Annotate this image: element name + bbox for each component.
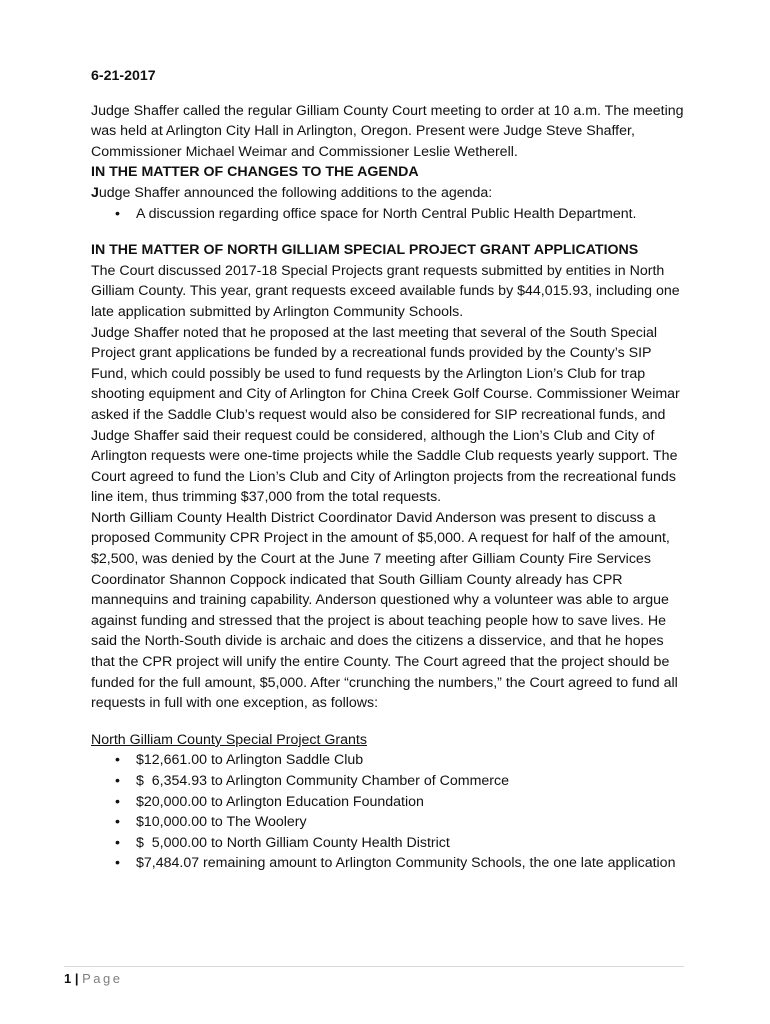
grants-list xyxy=(91,750,691,874)
document-page xyxy=(91,66,691,874)
page-label: Page xyxy=(82,971,123,986)
bullet-icon: • xyxy=(115,855,120,872)
bullet-icon: • xyxy=(115,834,120,851)
page-footer xyxy=(64,966,684,989)
agenda-list xyxy=(91,204,691,225)
grant-list-item: • $10,000.00 to The Woolery xyxy=(115,812,691,833)
agenda-list-item: • A discussion regarding office space for North Central Public Health Department. xyxy=(115,204,691,225)
grants-paragraph-1: The Court discussed 2017-18 Special Projects grant requests submitted by entities in North Gilliam County. This year, grant requests exceed available funds by $44,015.93, including one late application submitted by Arlington Community Schools. xyxy=(91,262,680,320)
grants-paragraph-2: Judge Shaffer noted that he proposed at the last meeting that several of the South Special Project grant applications be funded by a recreational funds provided by the County’s SIP Fund, which could possibly be used to fund requests by the Arlington Lion’s Club for trap shooting equipment and City of Arlington for China Creek Golf Course. Commissioner Weimar asked if the Saddle Club’s request would also be considered for SIP recreational funds, and Judge Shaffer said their request could be considered, although the Lion’s Club and City of Arlington requests were one-time projects while the Saddle Club requests yearly support. The Court agreed to fund the Lion’s Club and City of Arlington projects from the recreational funds line item, thus trimming $37,000 from the total requests. xyxy=(91,324,680,506)
agenda-intro-text: udge Shaffer announced the following additions to the agenda: xyxy=(98,184,493,201)
grants-paragraph-3: North Gilliam County Health District Coordinator David Anderson was present to discuss a proposed Community CPR Project in the amount of $5,000. A request for half of the amount, $2,500, was denied by the Court at the June 7 meeting after Gilliam County Fire Services Coordinator Shannon Coppock indicated that South Gilliam County already has CPR mannequins and training capability. Anderson questioned why a volunteer was able to argue against funding and stressed that the project is about teaching people how to save lives. He said the North-South divide is archaic and does the citizens a disservice, and that he hopes that the CPR project will unify the entire County. The Court agreed that the project should be funded for the full amount, $5,000. After “crunching the numbers,” the Court agreed to fund all requests in full with one exception, as follows: xyxy=(91,509,678,712)
agenda-intro xyxy=(91,183,691,204)
intro-paragraph: Judge Shaffer called the regular Gilliam County Court meeting to order at 10 a.m. The meeting was held at Arlington City Hall in Arlington, Oregon. Present were Judge Steve Shaffer, Commissioner Michael Weimar and Commissioner Leslie Wetherell. xyxy=(91,102,684,160)
page-number: 1 xyxy=(64,971,72,986)
bullet-icon: • xyxy=(115,814,120,831)
grant-list-item: • $ 5,000.00 to North Gilliam County Health District xyxy=(115,833,691,854)
agenda-heading: IN THE MATTER OF CHANGES TO THE AGENDA xyxy=(91,164,419,181)
agenda-first-letter: J xyxy=(91,184,99,201)
meeting-date: 6-21-2017 xyxy=(91,68,156,84)
bullet-icon: • xyxy=(115,793,120,810)
grant-list-item: • $ 6,354.93 to Arlington Community Chamber of Commerce xyxy=(115,771,691,792)
bullet-icon: • xyxy=(115,205,120,222)
grants-list-title: North Gilliam County Special Project Grants xyxy=(91,731,367,748)
bullet-icon: • xyxy=(115,752,120,769)
grant-list-item: • $20,000.00 to Arlington Education Foundation xyxy=(115,792,691,813)
grants-heading: IN THE MATTER OF NORTH GILLIAM SPECIAL PROJECT GRANT APPLICATIONS xyxy=(91,242,639,259)
grant-list-item: • $12,661.00 to Arlington Saddle Club xyxy=(115,750,691,771)
grant-list-item: • $7,484.07 remaining amount to Arlington Community Schools, the one late application xyxy=(115,853,691,874)
bullet-icon: • xyxy=(115,773,120,789)
footer-separator: | xyxy=(74,971,79,986)
